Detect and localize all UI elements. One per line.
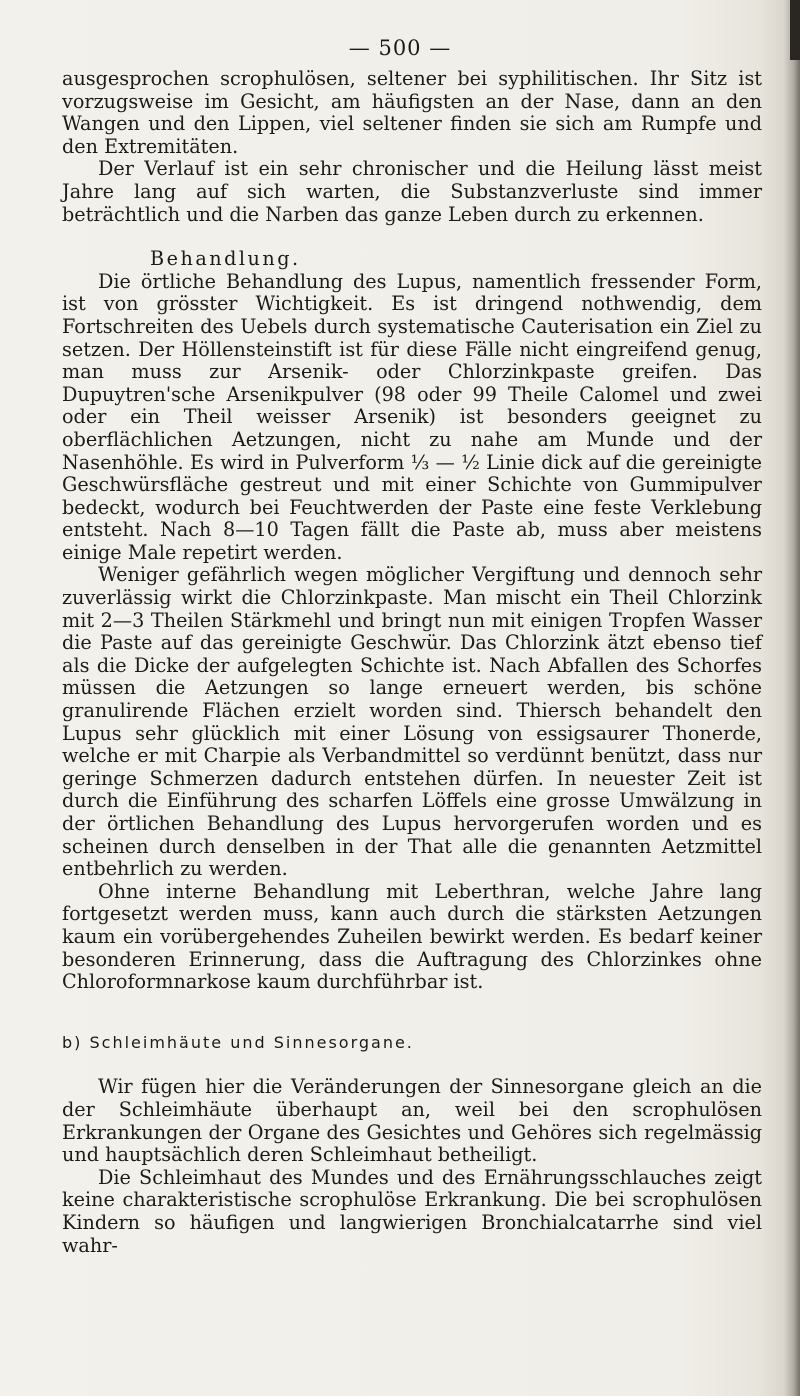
paragraph-verlauf: Der Verlauf ist ein sehr chronischer und die Heilung lässt meist Jahre lang auf sich warten, die Substanzverluste sind immer beträchtlich und die Narben das ganze Leben durch zu erkennen.	[62, 157, 762, 226]
paragraph-sinnesorgane: Wir fügen hier die Veränderungen der Sinnesorgane gleich an die der Schleimhäute überhaupt an, weil bei den scrophulösen Erkrankungen der Organe des Gesichtes und Gehöres sich regelmässig und hauptsächlich deren Schleimhaut betheiligt.	[62, 1075, 762, 1167]
subsection-heading: b) Schleimhäute und Sinnesorgane.	[62, 1032, 414, 1052]
page-edge-shadow	[784, 0, 800, 1396]
section-heading-behandlung: Behandlung.	[150, 247, 301, 271]
spacer	[62, 226, 762, 248]
paragraph-chlorzinkpaste: Weniger gefährlich wegen möglicher Vergiftung und dennoch sehr zuverlässig wirkt die Chlorzinkpaste. Man mischt ein Theil Chlorzink mit 2—3 Theilen Stärkmehl und bringt nun mit einigen Tropfen Wasser die Paste auf das gereinigte Geschwür. Das Chlorzink ätzt ebenso tief als die Dicke der aufgelegten Schichte ist. Nach Abfallen des Schorfes müssen die Aetzungen so lange erneuert werden, bis schöne granulirende Flächen erzielt worden sind. Thiersch behandelt den Lupus sehr glücklich mit einer Lösung von essigsaurer Thonerde, welche er mit Charpie als Verbandmittel so verdünnt benützt, dass nur geringe Schmerzen dadurch entstehen dürfen. In neuester Zeit ist durch die Einführung des scharfen Löffels eine grosse Umwälzung in der örtlichen Behandlung des Lupus hervorgerufen worden und es scheinen durch denselben in der That alle die genannten Aetzmittel entbehrlich zu werden.	[62, 563, 762, 881]
body-text	[62, 68, 762, 1257]
paragraph-mundschleimhaut: Die Schleimhaut des Mundes und des Ernährungsschlauches zeigt keine charakteristische scrophulöse Erkrankung. Die bei scrophulösen Kindern so häufigen und langwierigen Bronchialcatarrhe sind viel wahr-	[62, 1165, 762, 1257]
spacer	[62, 994, 762, 1032]
spacer	[62, 1054, 762, 1076]
page-number: — 500 —	[348, 36, 452, 60]
paragraph-oertliche-behandlung: Die örtliche Behandlung des Lupus, namentlich fressender Form, ist von grösster Wichtigkeit. Es ist dringend nothwendig, dem Fortschreiten des Uebels durch systematische Cauterisation ein Ziel zu setzen. Der Höllensteinstift ist für diese Fälle nicht eingreifend genug, man muss zur Arsenik- oder Chlorzinkpaste greifen. Das Dupuytren'sche Arsenikpulver (98 oder 99 Theile Calomel und zwei oder ein Theil weisser Arsenik) ist besonders geeignet zu oberflächlichen Aetzungen, nicht zu nahe am Munde und der Nasenhöhle. Es wird in Pulverform ⅓ — ½ Linie dick auf die gereinigte Geschwürsfläche gestreut und mit einer Schichte von Gummipulver bedeckt, wodurch bei Feuchtwerden der Paste eine feste Verklebung entsteht. Nach 8—10 Tagen fällt die Paste ab, muss aber meistens einige Male repetirt werden.	[62, 269, 762, 564]
paragraph-continuation: ausgesprochen scrophulösen, seltener bei syphilitischen. Ihr Sitz ist vorzugsweise im Gesicht, am häufigsten an der Nase, dann an den Wangen und den Lippen, viel seltener finden sie sich am Rumpfe und den Extremitäten.	[62, 67, 762, 158]
paragraph-interne-behandlung: Ohne interne Behandlung mit Leberthran, welche Jahre lang fortgesetzt werden muss, kann auch durch die stärksten Aetzungen kaum ein vorübergehendes Zuheilen bewirkt werden. Es bedarf keiner besonderen Erinnerung, dass die Auftragung des Chlorzinkes ohne Chloroformnarkose kaum durchführbar ist.	[62, 879, 762, 994]
